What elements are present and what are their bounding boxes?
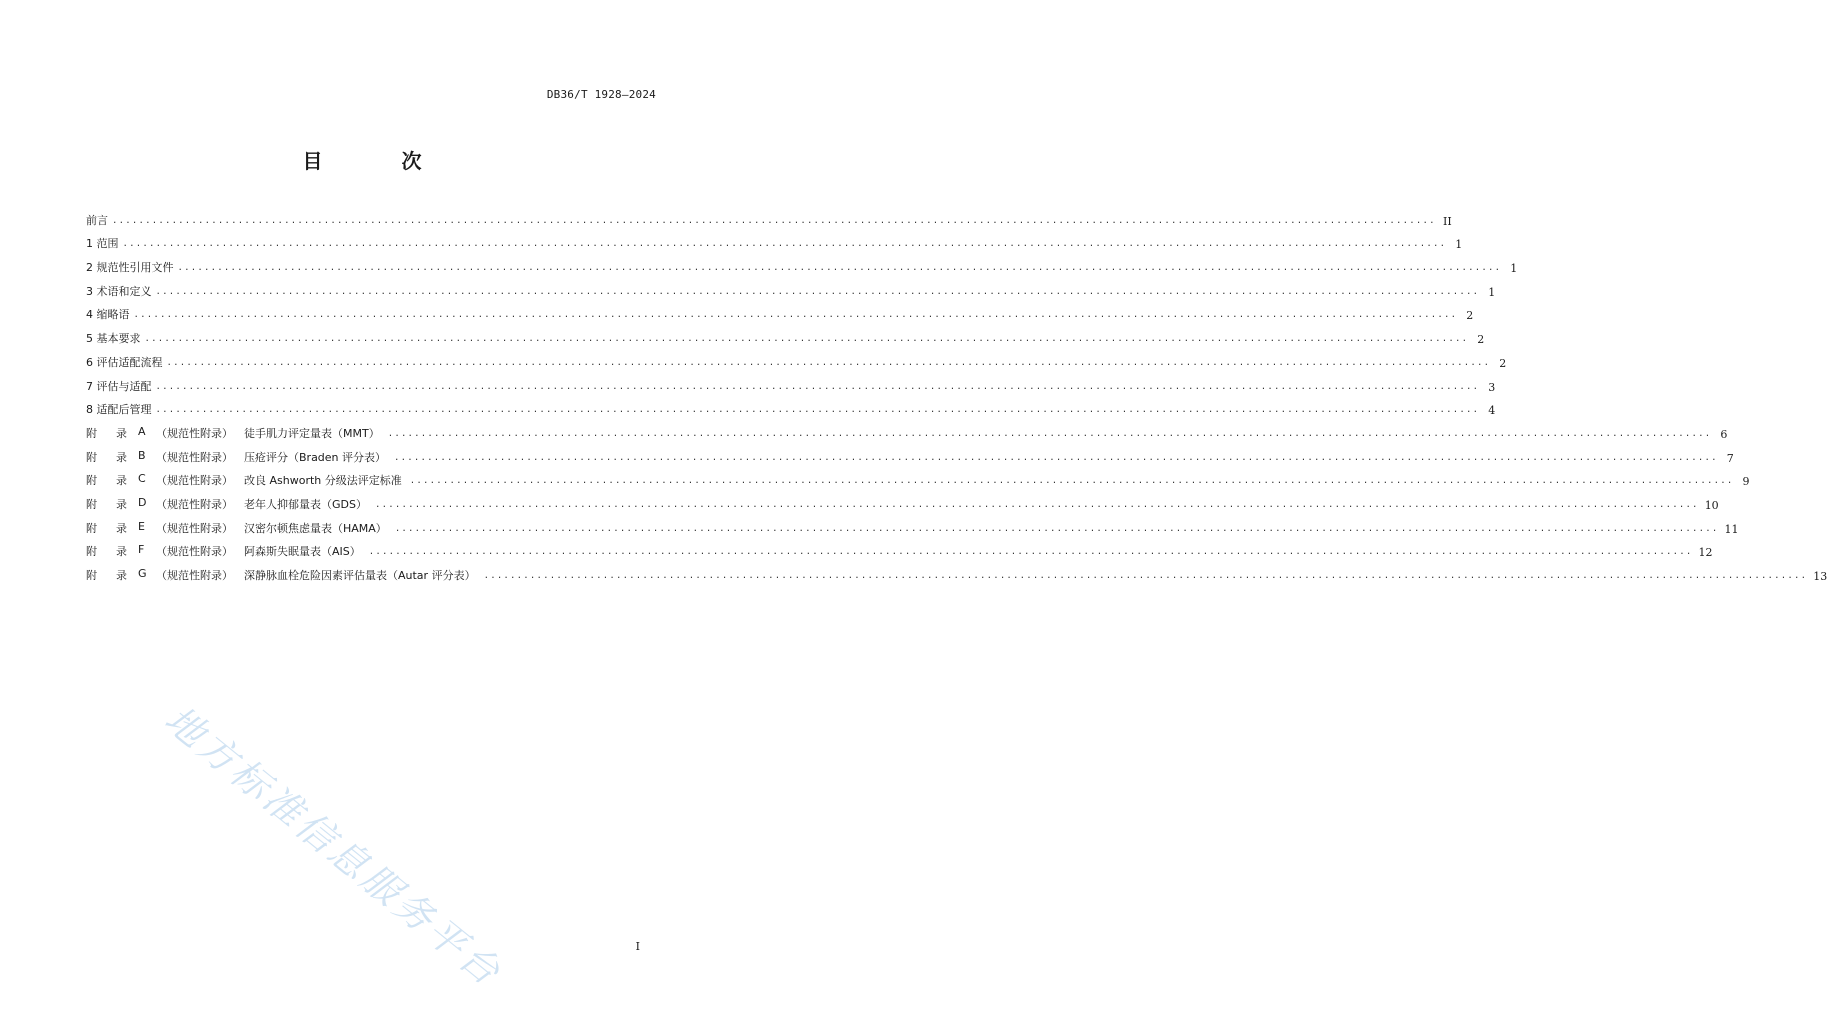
toc-page-number: 2: [1499, 356, 1507, 370]
toc-entry[interactable]: [86, 322, 1485, 347]
toc-leader-dots: ........................................................................................................................................................................................................: [122, 239, 1447, 250]
toc-entry[interactable]: [86, 346, 1507, 370]
toc-leader-dots: ........................................................................................................................................................................................................: [387, 428, 1712, 439]
toc-entry-label: 6 评估适配流程: [86, 355, 163, 369]
toc-annex-label: [86, 543, 369, 559]
toc-entry[interactable]: [86, 228, 1463, 252]
toc-leader-dots: ........................................................................................................................................................................................................: [483, 571, 1808, 581]
toc-page-number: 11: [1724, 522, 1739, 536]
toc-page-number: 13: [1813, 570, 1827, 583]
annex-title: 徒手肌力评定量表（MMT）: [244, 426, 380, 440]
annex-letter: B: [138, 448, 146, 462]
toc-leader-dots: ........................................................................................................................................................................................................: [166, 357, 1491, 368]
annex-type: （规范性附录）: [156, 497, 233, 511]
annex-type: （规范性附录）: [156, 450, 233, 464]
annex-type: （规范性附录）: [156, 521, 233, 535]
toc-entry[interactable]: [86, 370, 1496, 394]
annex-prefix-lu: 录: [116, 497, 127, 511]
toc-annex-label: [86, 520, 395, 536]
annex-title: 老年人抑郁量表（GDS）: [244, 497, 367, 511]
toc-entry[interactable]: [86, 275, 1496, 299]
watermark: 地方标准信息服务平台: [156, 696, 511, 996]
toc-entry[interactable]: [86, 251, 1518, 276]
toc-annex-label: [86, 425, 388, 441]
annex-type: （规范性附录）: [156, 426, 233, 440]
toc-entry-label: 8 适配后管理: [86, 403, 152, 417]
toc-page-number: 12: [1698, 546, 1713, 560]
toc-leader-dots: ........................................................................................................................................................................................................: [394, 452, 1718, 463]
toc-page-number: 2: [1466, 309, 1474, 323]
annex-prefix-fu: 附: [86, 569, 97, 582]
toc-page-number: 7: [1726, 451, 1734, 465]
annex-title: 阿森斯失眠量表（AIS）: [244, 545, 361, 559]
annex-prefix-fu: 附: [86, 521, 97, 535]
annex-letter: C: [138, 472, 146, 486]
annex-title: 改良 Ashworth 分级法评定标准: [244, 474, 402, 488]
toc-page-number: 2: [1477, 333, 1485, 347]
annex-prefix-lu: 录: [116, 545, 127, 559]
toc-leader-dots: ........................................................................................................................................................................................................: [155, 381, 1480, 392]
toc-leader-dots: ........................................................................................................................................................................................................: [144, 334, 1469, 345]
toc-page-number: II: [1443, 214, 1452, 228]
toc-page-number: 6: [1720, 427, 1728, 441]
annex-prefix-lu: 录: [116, 450, 127, 464]
toc-entry-label: 5 基本要求: [86, 332, 141, 346]
toc-entry-label: 3 术语和定义: [86, 284, 152, 298]
toc-page-number: 3: [1488, 380, 1496, 394]
toc-page-number: 9: [1742, 475, 1750, 489]
annex-title: 深静脉血栓危险因素评估量表（Autar 评分表）: [244, 569, 476, 582]
document-code: DB36/T 1928—2024: [546, 88, 656, 101]
toc-annex-entry[interactable]: [86, 465, 1750, 489]
annex-letter: A: [138, 424, 146, 438]
annex-title: 压疮评分（Braden 评分表）: [244, 450, 387, 464]
annex-prefix-lu: 录: [116, 474, 127, 488]
toc-annex-entry[interactable]: [86, 512, 1739, 536]
annex-type: （规范性附录）: [156, 474, 233, 488]
toc-leader-dots: ........................................................................................................................................................................................................: [374, 499, 1699, 510]
toc-annex-entry[interactable]: [86, 488, 1719, 512]
toc-annex-entry[interactable]: [86, 559, 1827, 583]
toc-entry-label: 前言: [86, 213, 108, 227]
toc-entry[interactable]: [86, 394, 1496, 418]
toc-leader-dots: ........................................................................................................................................................................................................: [155, 286, 1480, 297]
toc-entry-label: 7 评估与适配: [86, 379, 152, 393]
toc-leader-dots: ........................................................................................................................................................................................................: [133, 310, 1458, 321]
toc-entry-label: 4 缩略语: [86, 308, 130, 322]
toc-page-number: 1: [1488, 285, 1496, 299]
annex-type: （规范性附录）: [156, 569, 233, 582]
toc-leader-dots: ........................................................................................................................................................................................................: [177, 263, 1502, 274]
annex-prefix-fu: 附: [86, 474, 97, 488]
annex-letter: E: [138, 519, 145, 533]
annex-prefix-lu: 录: [116, 521, 127, 535]
toc-annex-label: [86, 567, 484, 583]
annex-prefix-fu: 附: [86, 545, 97, 559]
toc-leader-dots: ........................................................................................................................................................................................................: [394, 523, 1719, 534]
annex-letter: F: [138, 543, 145, 557]
annex-prefix-fu: 附: [86, 426, 97, 440]
annex-prefix-fu: 附: [86, 450, 97, 464]
annex-prefix-lu: 录: [116, 426, 127, 440]
toc-page-number: 4: [1488, 404, 1496, 418]
toc-annex-entry[interactable]: [86, 536, 1713, 560]
annex-title: 汉密尔顿焦虑量表（HAMA）: [244, 521, 387, 535]
toc-entry-label: 2 规范性引用文件: [86, 261, 174, 275]
annex-letter: G: [138, 567, 147, 580]
toc-leader-dots: ........................................................................................................................................................................................................: [368, 547, 1693, 558]
toc-page-number: 1: [1510, 262, 1518, 276]
toc-annex-entry[interactable]: [86, 417, 1728, 441]
annex-letter: D: [138, 495, 147, 509]
toc-page-number: 10: [1704, 498, 1719, 512]
toc-leader-dots: ........................................................................................................................................................................................................: [155, 405, 1480, 416]
toc-annex-label: [86, 496, 375, 512]
toc-entry[interactable]: [86, 204, 1452, 228]
toc-page-number: 1: [1455, 238, 1463, 252]
annex-prefix-fu: 附: [86, 497, 97, 511]
toc-leader-dots: ........................................................................................................................................................................................................: [409, 476, 1734, 487]
footer-page-number: I: [635, 940, 640, 953]
table-of-contents: [86, 204, 1827, 583]
toc-leader-dots: ........................................................................................................................................................................................................: [112, 215, 1436, 226]
toc-annex-label: [86, 472, 410, 488]
toc-annex-entry[interactable]: [86, 441, 1734, 465]
toc-entry[interactable]: [86, 299, 1474, 323]
toc-annex-label: [86, 449, 394, 465]
page-title: 目 次: [302, 149, 458, 173]
annex-type: （规范性附录）: [156, 545, 233, 559]
toc-entry-label: 1 范围: [86, 237, 119, 251]
annex-prefix-lu: 录: [116, 569, 127, 582]
